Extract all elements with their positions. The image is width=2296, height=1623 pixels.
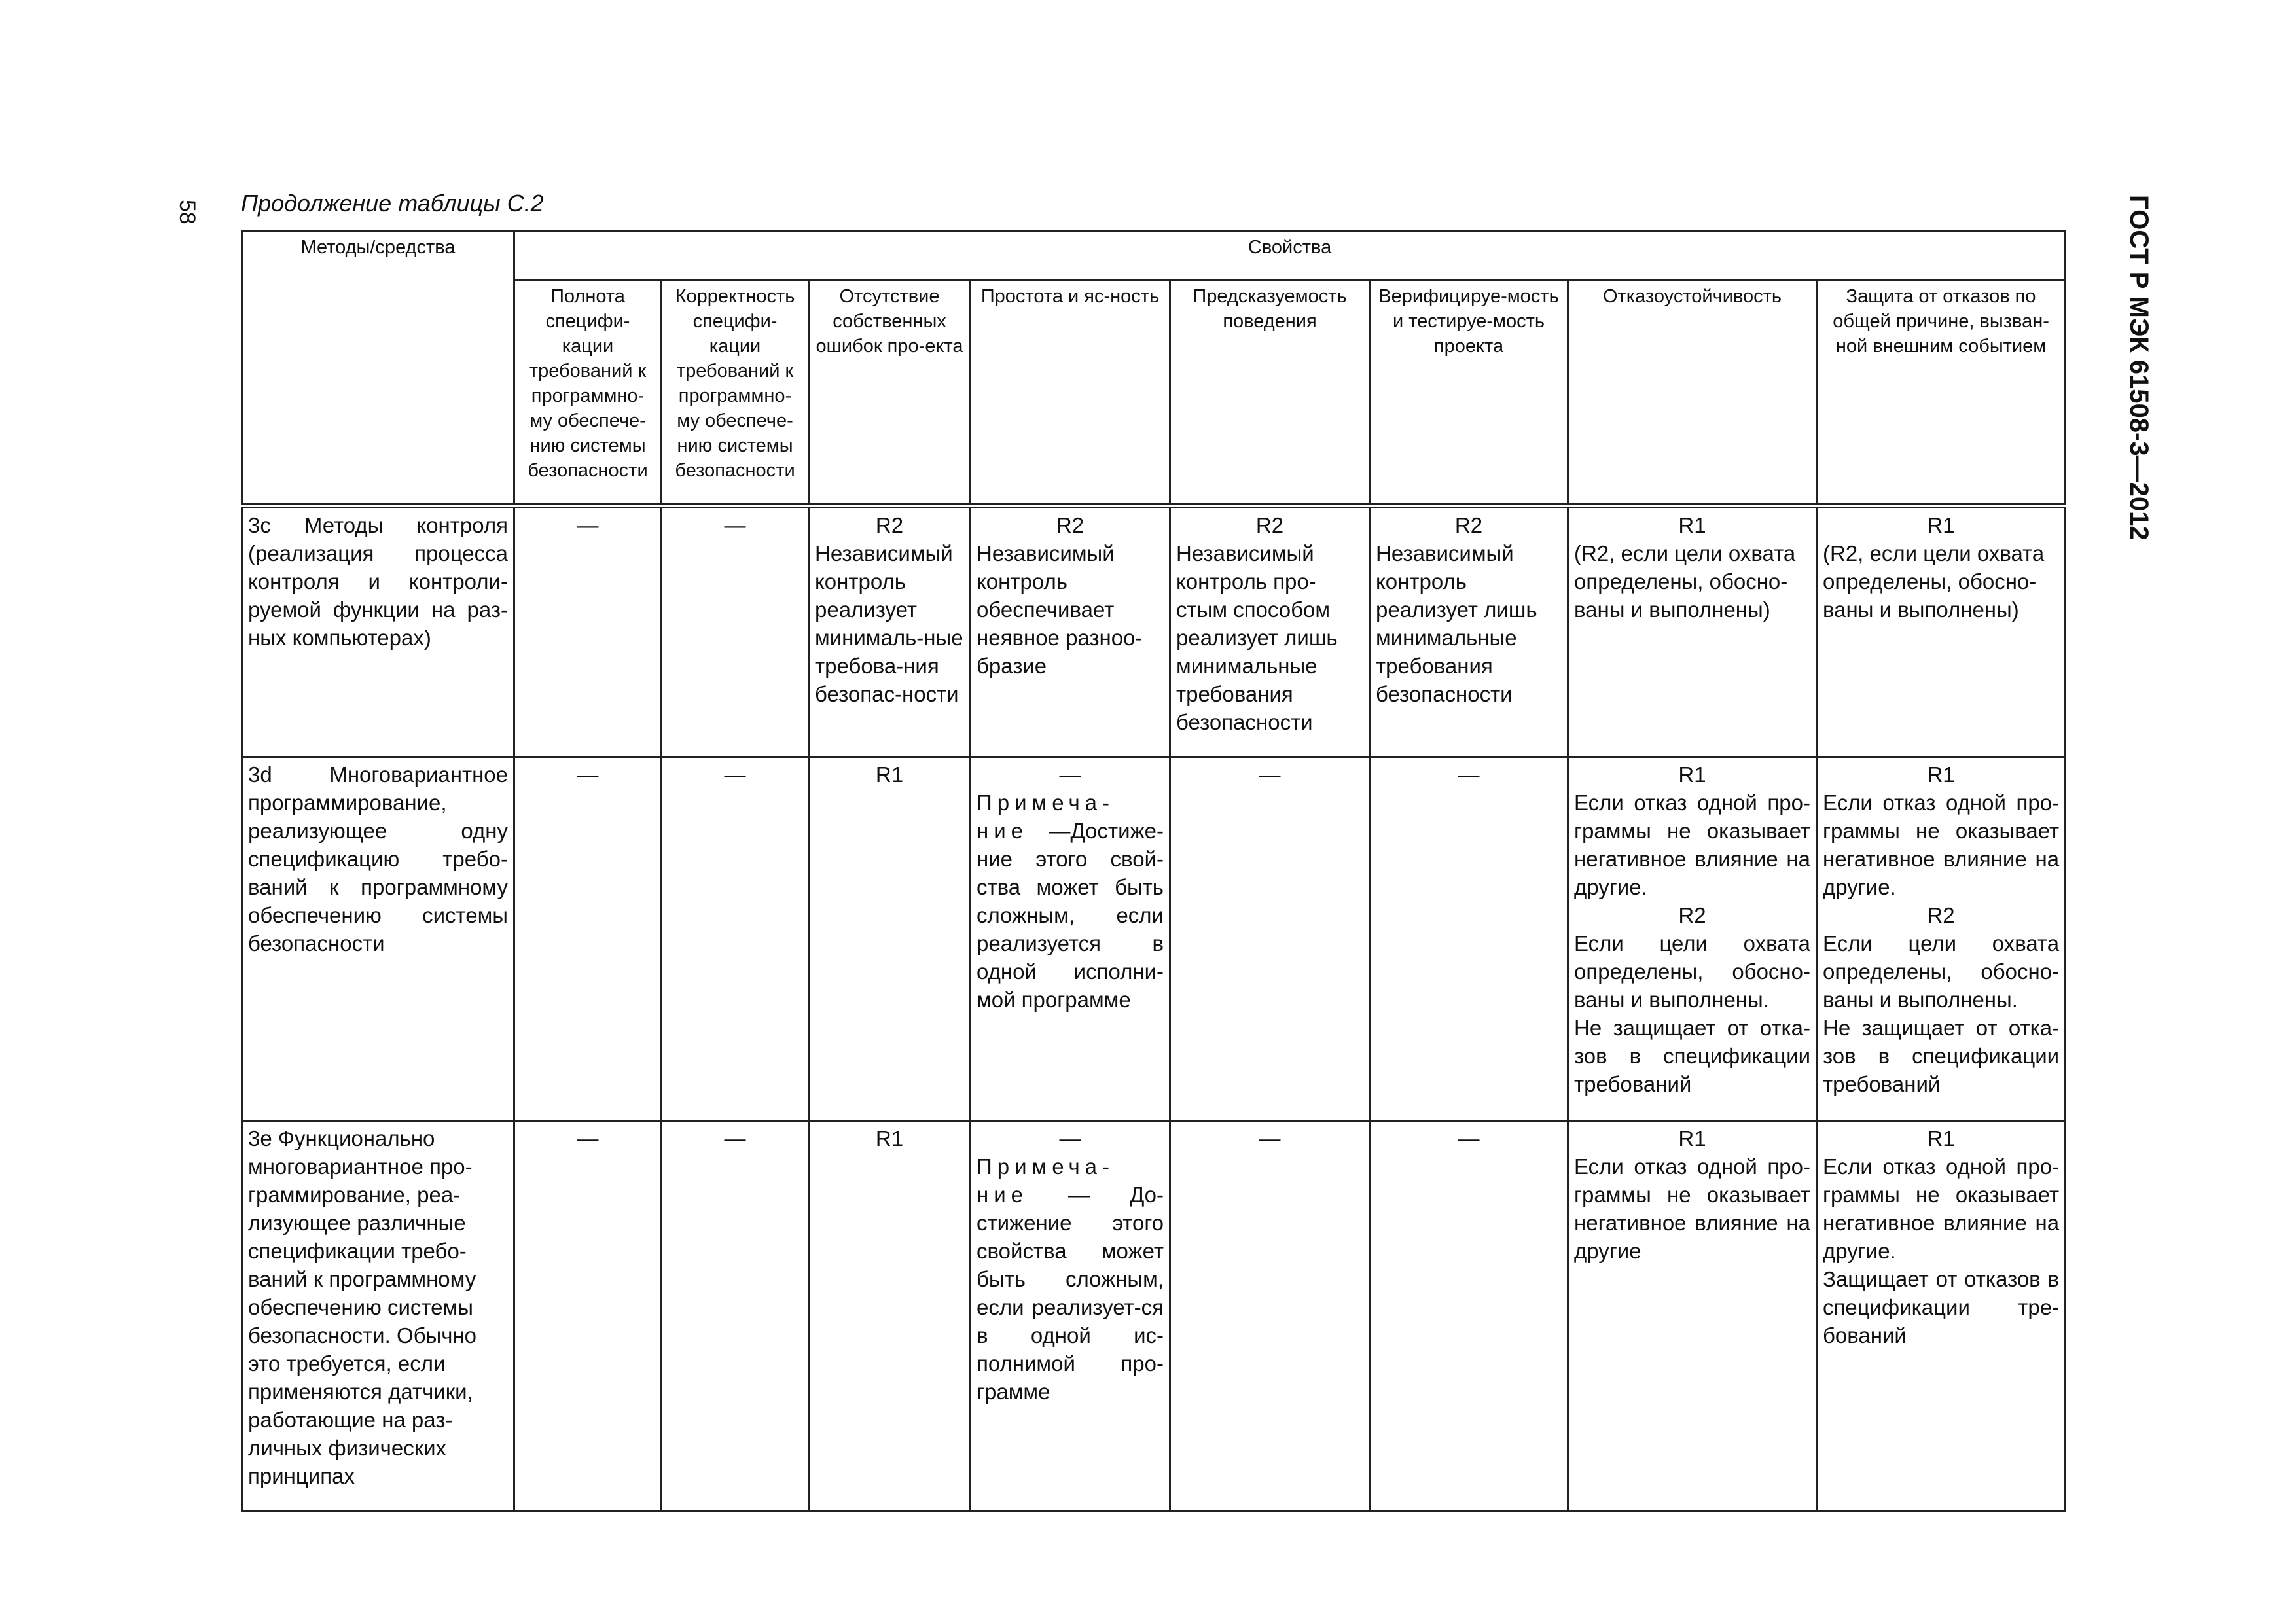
rating: R2 [1255,513,1284,537]
rating: R1 [875,1126,904,1150]
rating-cell [971,506,1170,757]
method-cell: 3e Функционально многовариантное про-граммирование, реа-лизующее различные спецификации требо-ваний к программному обеспечению системы безопасности. Обычно это требуется, если применяются датчики, работающие на раз-личных физических принципах [242,1121,514,1511]
rating: R2 [1927,903,1955,927]
col-header-common-cause: Защита от отказов по общей причине, вызван-ной внешним событием [1817,281,2066,506]
cell-text: Если цели охвата определены, обосно-ваны и выполнены. [1574,931,1810,1012]
cell-text: Если отказ одной про-граммы не оказывает негативное влияние на другие [1574,1154,1810,1263]
table-row [242,506,2066,757]
rating: R1 [1927,762,1955,787]
dash-cell: — [1170,757,1370,1121]
rating: R1 [875,762,904,787]
rating: R1 [1678,513,1706,537]
dash-cell: — [662,757,809,1121]
cell-text: Не защищает от отка-зов в спецификации требований [1823,1016,2060,1096]
table-row [242,1121,2066,1511]
note-text: —Достиже-ние этого свой-ства может быть сложным, если реализуется в одной исполни-мой программе [977,819,1164,1012]
rating: R1 [1927,513,1955,537]
dash-cell: — [514,506,662,757]
cell-text: Независимый контроль про-стым способом реализует лишь минимальные требования безопасности [1176,541,1338,734]
col-header-completeness: Полнота специфи-кации требований к программно-му обеспече-нию системы безопасности [514,281,662,506]
table-caption: Продолжение таблицы С.2 [241,190,544,217]
col-header-predictability: Предсказуемость поведения [1170,281,1370,506]
rating-cell [1568,1121,1817,1511]
cell-text: Если отказ одной про-граммы не оказывает негативное влияние на другие. [1823,791,2060,899]
note-label: Примеча-ние [977,791,1115,843]
col-header-verifiability: Верифицируе-мость и тестируе-мость проекта [1370,281,1568,506]
dash-cell: — [662,1121,809,1511]
cell-text: Независимый контроль реализует лишь минимальные требования безопасности [1376,541,1537,706]
cell-text: Независимый контроль реализует минималь-ные требова-ния безопас-ности [815,541,963,706]
rating-cell [809,1121,971,1511]
dash-cell: — [1370,1121,1568,1511]
dash: — [1059,1126,1081,1150]
cell-text: Если отказ одной про-граммы не оказывает негативное влияние на другие. [1574,791,1810,899]
rating-cell [1170,506,1370,757]
cell-text: Если цели охвата определены, обосно-ваны и выполнены. [1823,931,2060,1012]
note-text: — До-стижение этого свойства может быть сложным, если реализует-ся в одной ис-полнимой про-грамме [977,1183,1164,1404]
method-cell: 3c Методы контроля (реализация процесса контроля и контроли-руемой функции на раз-ных компьютерах) [242,506,514,757]
rating: R2 [1056,513,1085,537]
cell-text: Если отказ одной про-граммы не оказывает негативное влияние на другие. [1823,1154,2060,1263]
cell-text: (R2, если цели охвата определены, обосно-ваны и выполнены) [1574,541,1796,622]
rating: R2 [1454,513,1483,537]
col-header-fault-tolerance: Отказоустойчивость [1568,281,1817,506]
col-header-freedom-from-faults: Отсутствие собственных ошибок про-екта [809,281,971,506]
dash-cell: — [1170,1121,1370,1511]
rating: R2 [1678,903,1706,927]
rating-cell [1817,506,2066,757]
dash-cell: — [514,1121,662,1511]
page-number: 58 [175,200,200,224]
note-cell [971,1121,1170,1511]
method-cell: 3d Многовариантное программирование, реализующее одну спецификацию требо-ваний к программному обеспечению системы безопасности [242,757,514,1121]
col-header-correctness: Корректность специфи-кации требований к программно-му обеспече-нию системы безопасности [662,281,809,506]
dash: — [1059,762,1081,787]
note-cell [971,757,1170,1121]
rating-cell [1817,757,2066,1121]
col-header-simplicity: Простота и яс-ность [971,281,1170,506]
properties-table [241,230,2066,1512]
cell-text: Независимый контроль обеспечивает неявное разноо-бразие [977,541,1143,678]
rating-cell [1568,757,1817,1121]
methods-header: Методы/средства [242,232,514,506]
rating-cell [809,757,971,1121]
cell-text: (R2, если цели охвата определены, обосно-ваны и выполнены) [1823,541,2045,622]
dash-cell: — [1370,757,1568,1121]
cell-text: Не защищает от отка-зов в спецификации требований [1574,1016,1810,1096]
rating-cell [1817,1121,2066,1511]
rating-cell [809,506,971,757]
standard-identifier: ГОСТ Р МЭК 61508-3—2012 [2125,195,2153,541]
cell-text: Защищает от отказов в спецификации тре-бований [1823,1267,2060,1347]
rating: R1 [1678,1126,1706,1150]
properties-group-header: Свойства [514,232,2066,281]
rating: R2 [875,513,904,537]
rating-cell [1568,506,1817,757]
rating-cell [1370,506,1568,757]
dash-cell: — [514,757,662,1121]
rating: R1 [1927,1126,1955,1150]
dash-cell: — [662,506,809,757]
rating: R1 [1678,762,1706,787]
table-row [242,757,2066,1121]
note-label: Примеча-ние [977,1154,1115,1207]
